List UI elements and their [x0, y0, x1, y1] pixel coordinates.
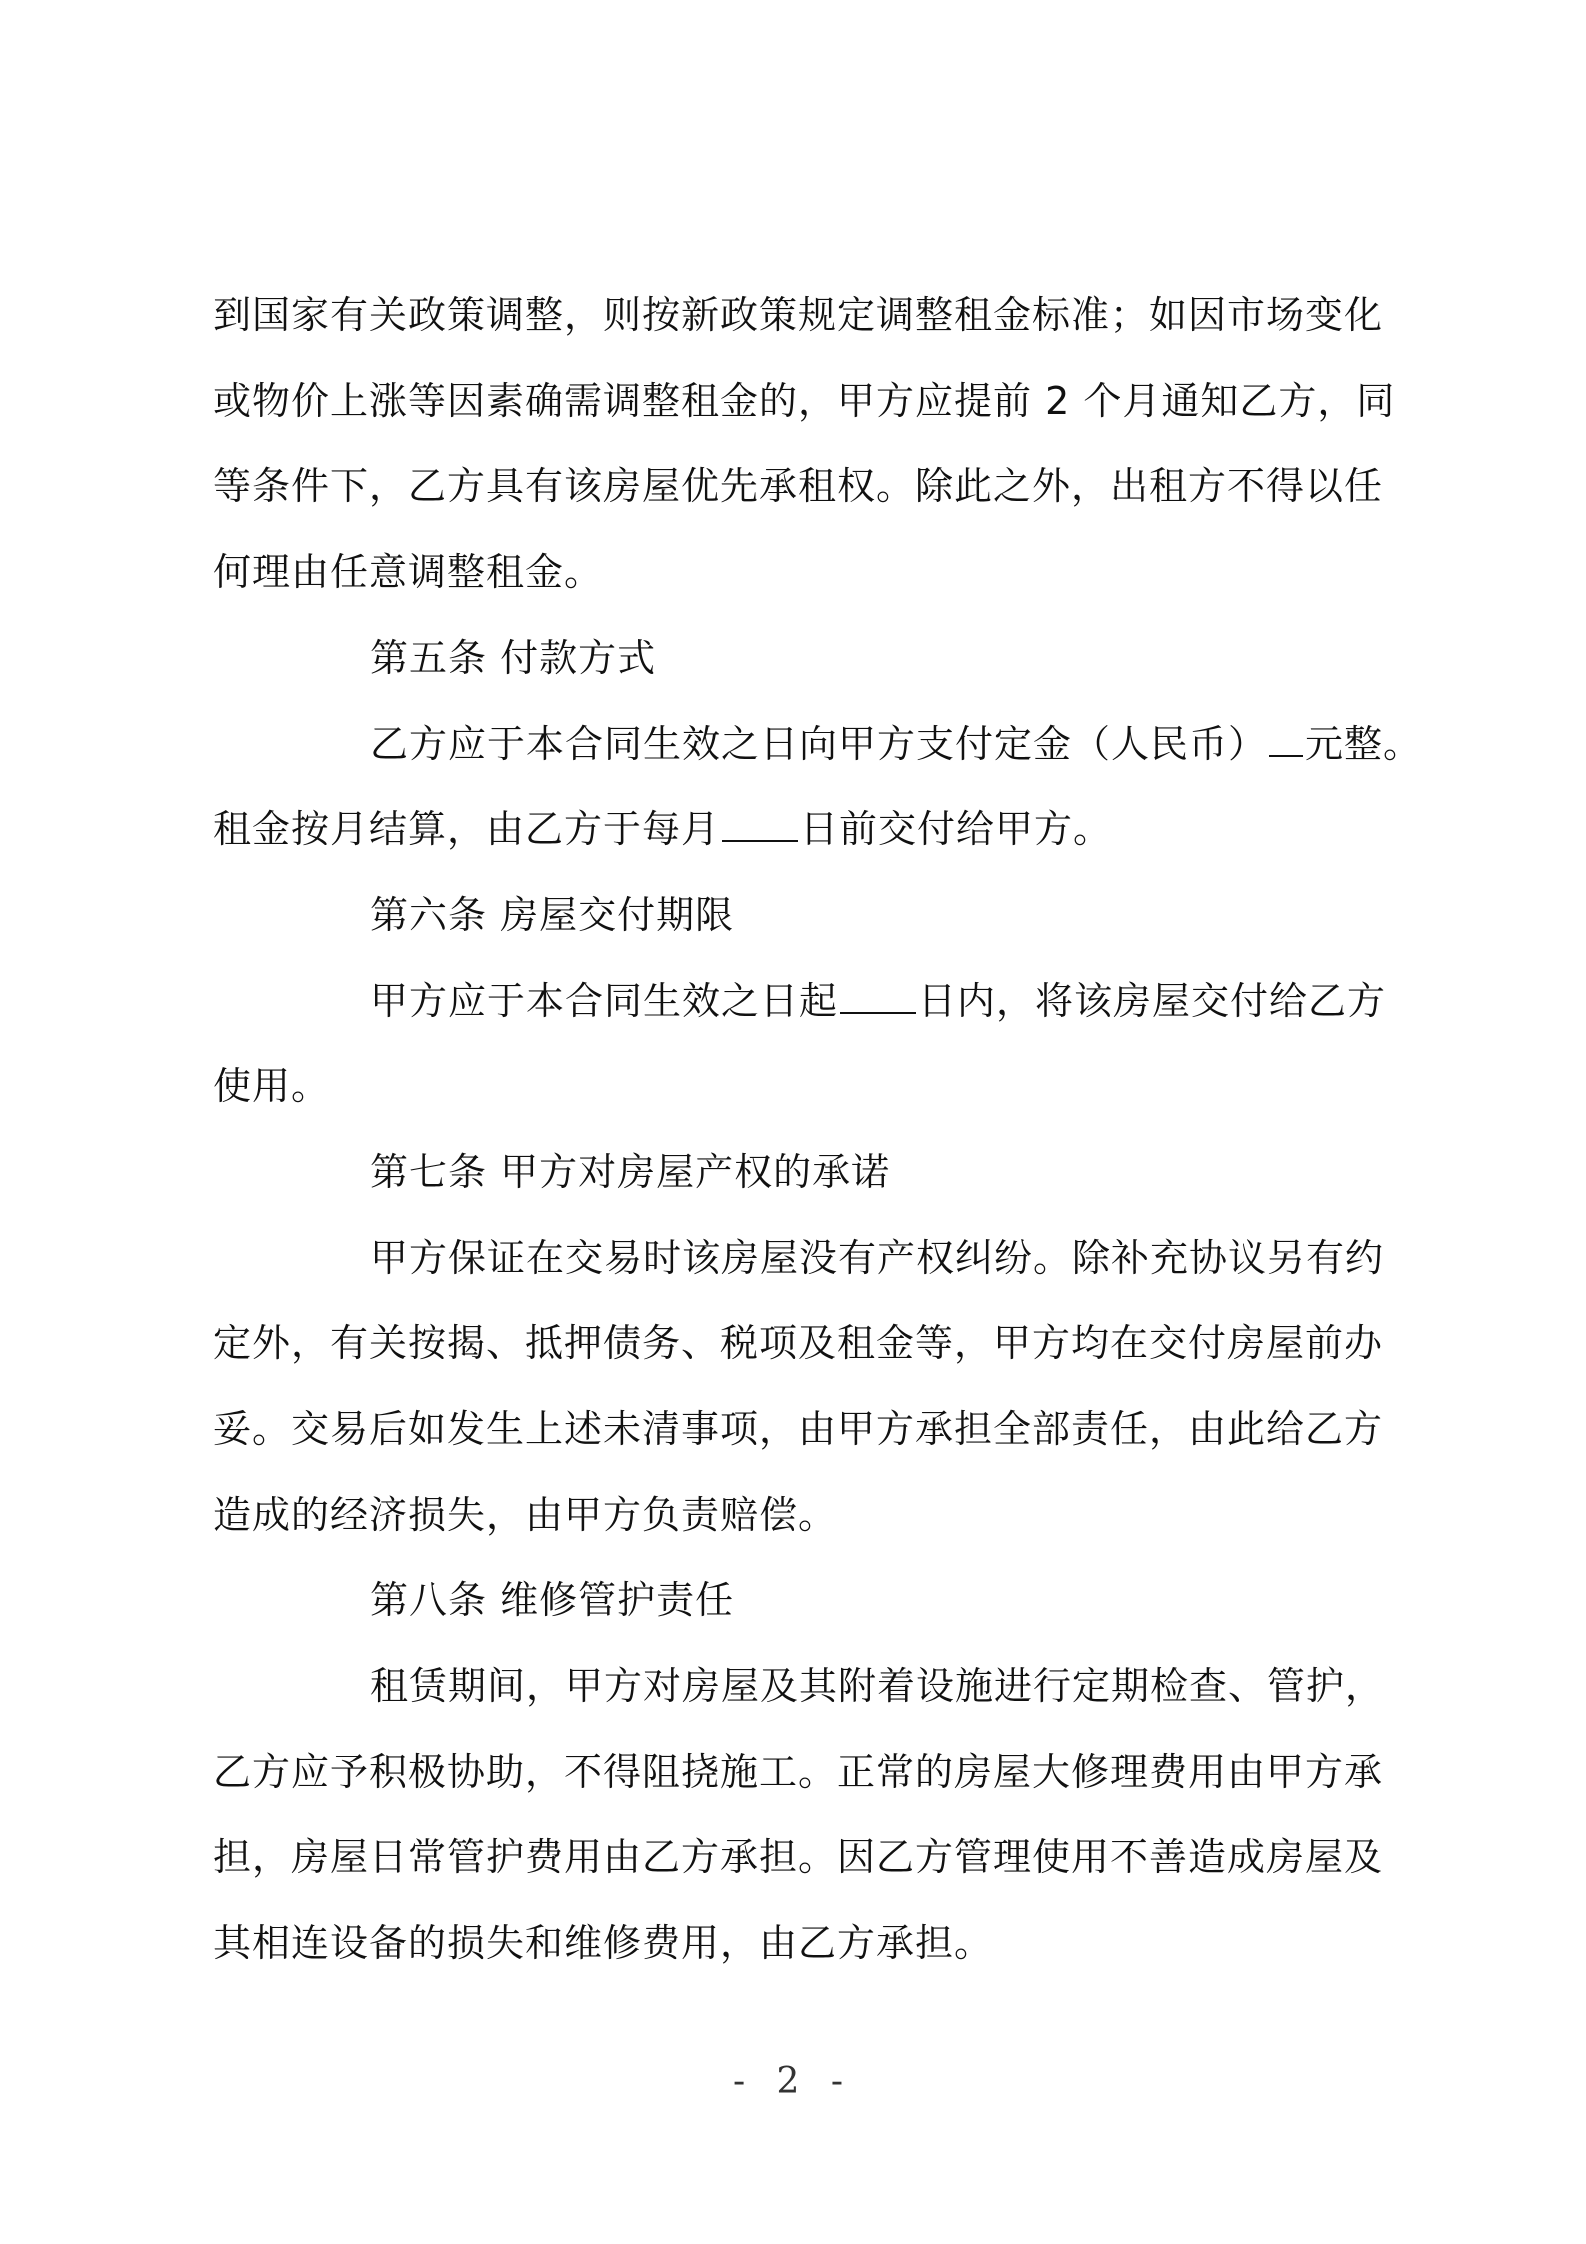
article-6-line-1	[370, 976, 1550, 1026]
delivery-days-blank	[840, 976, 916, 1014]
article-5-line-2-suffix: 日前交付给甲方。	[800, 807, 1113, 851]
article-5-line-1-text: 乙方应于本合同生效之日向甲方支付定金（人民币）	[370, 722, 1268, 766]
deposit-amount-blank	[1269, 719, 1303, 757]
paragraph-line: 何理由任意调整租金。	[213, 550, 604, 594]
article-5-line-1-suffix: 元整。	[1305, 722, 1423, 766]
article-6-line-1-text: 甲方应于本合同生效之日起	[370, 979, 839, 1023]
article-5-line-1	[370, 719, 1550, 769]
payment-day-blank	[722, 804, 798, 842]
article-6-line-1-suffix: 日内，将该房屋交付给乙方	[918, 979, 1387, 1023]
paragraph-line: 定外，有关按揭、抵押债务、税项及租金等，甲方均在交付房屋前办	[213, 1321, 1384, 1365]
article-5-line-2	[213, 804, 1393, 854]
article-5-heading: 第五条 付款方式	[370, 636, 657, 680]
article-5-line-2-text: 租金按月结算，由乙方于每月	[213, 807, 721, 851]
article-8-heading: 第八条 维修管护责任	[370, 1578, 735, 1622]
paragraph-line: 到国家有关政策调整，则按新政策规定调整租金标准；如因市场变化	[213, 293, 1384, 337]
paragraph-line: 乙方应予积极协助，不得阻挠施工。正常的房屋大修理费用由甲方承	[213, 1750, 1384, 1794]
paragraph-line: 担，房屋日常管护费用由乙方承担。因乙方管理使用不善造成房屋及	[213, 1835, 1384, 1879]
paragraph-line: 甲方保证在交易时该房屋没有产权纠纷。除补充协议另有约	[370, 1236, 1385, 1280]
paragraph-line: 等条件下，乙方具有该房屋优先承租权。除此之外，出租方不得以任	[213, 464, 1384, 508]
paragraph-line: 妥。交易后如发生上述未清事项，由甲方承担全部责任，由此给乙方	[213, 1407, 1384, 1451]
paragraph-line: 或物价上涨等因素确需调整租金的，甲方应提前 2 个月通知乙方，同	[213, 379, 1396, 423]
paragraph-line: 造成的经济损失，由甲方负责赔偿。	[213, 1493, 838, 1537]
paragraph-line: 租赁期间，甲方对房屋及其附着设施进行定期检查、管护，	[370, 1664, 1385, 1708]
page-number: - 2 -	[732, 2061, 854, 2102]
article-7-heading: 第七条 甲方对房屋产权的承诺	[370, 1150, 891, 1194]
paragraph-line: 其相连设备的损失和维修费用，由乙方承担。	[213, 1921, 994, 1965]
article-6-heading: 第六条 房屋交付期限	[370, 893, 735, 937]
paragraph-line: 使用。	[213, 1064, 331, 1108]
